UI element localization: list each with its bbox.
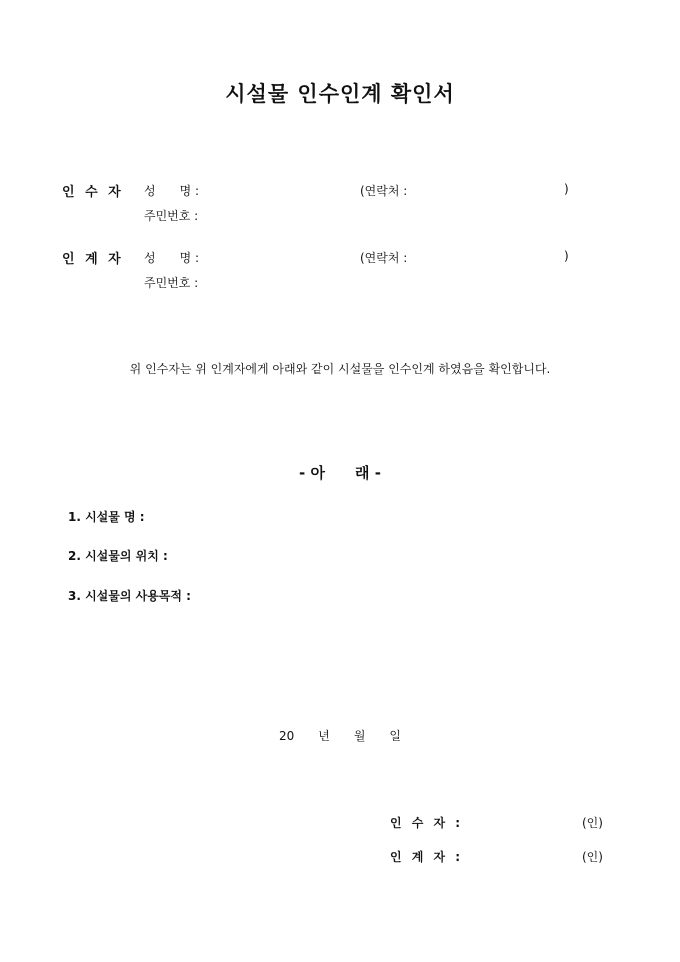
signature-receiver-seal: (인) [582,816,603,830]
signature-giver-label: 인 계 자 : [390,850,464,864]
item-facility-location: 2. 시설물의 위치 : [68,549,168,563]
signature-giver-seal: (인) [582,850,603,864]
receiver-name-label: 성 명 : [144,184,200,198]
item-facility-name: 1. 시설물 명 : [68,510,145,524]
giver-id-label: 주민번호 : [144,276,199,290]
date-line: 20 년 월 일 [278,729,402,743]
giver-contact-label: (연락처 : [360,251,408,265]
signature-receiver-label: 인 수 자 : [390,816,464,830]
receiver-contact-label: (연락처 : [360,184,408,198]
receiver-contact-close: ) [564,182,569,196]
receiver-id-label: 주민번호 : [144,209,199,223]
giver-contact-close: ) [564,249,569,263]
giver-role-label: 인 계 자 [62,252,124,267]
item-facility-purpose: 3. 시설물의 사용목적 : [68,589,191,603]
below-section-heading: - 아 래 - [299,464,381,482]
giver-name-label: 성 명 : [144,251,200,265]
document-title: 시설물 인수인계 확인서 [225,81,455,106]
receiver-role-label: 인 수 자 [62,185,124,200]
confirmation-statement: 위 인수자는 위 인계자에게 아래와 같이 시설물을 인수인계 하였음을 확인합니다. [129,362,551,376]
